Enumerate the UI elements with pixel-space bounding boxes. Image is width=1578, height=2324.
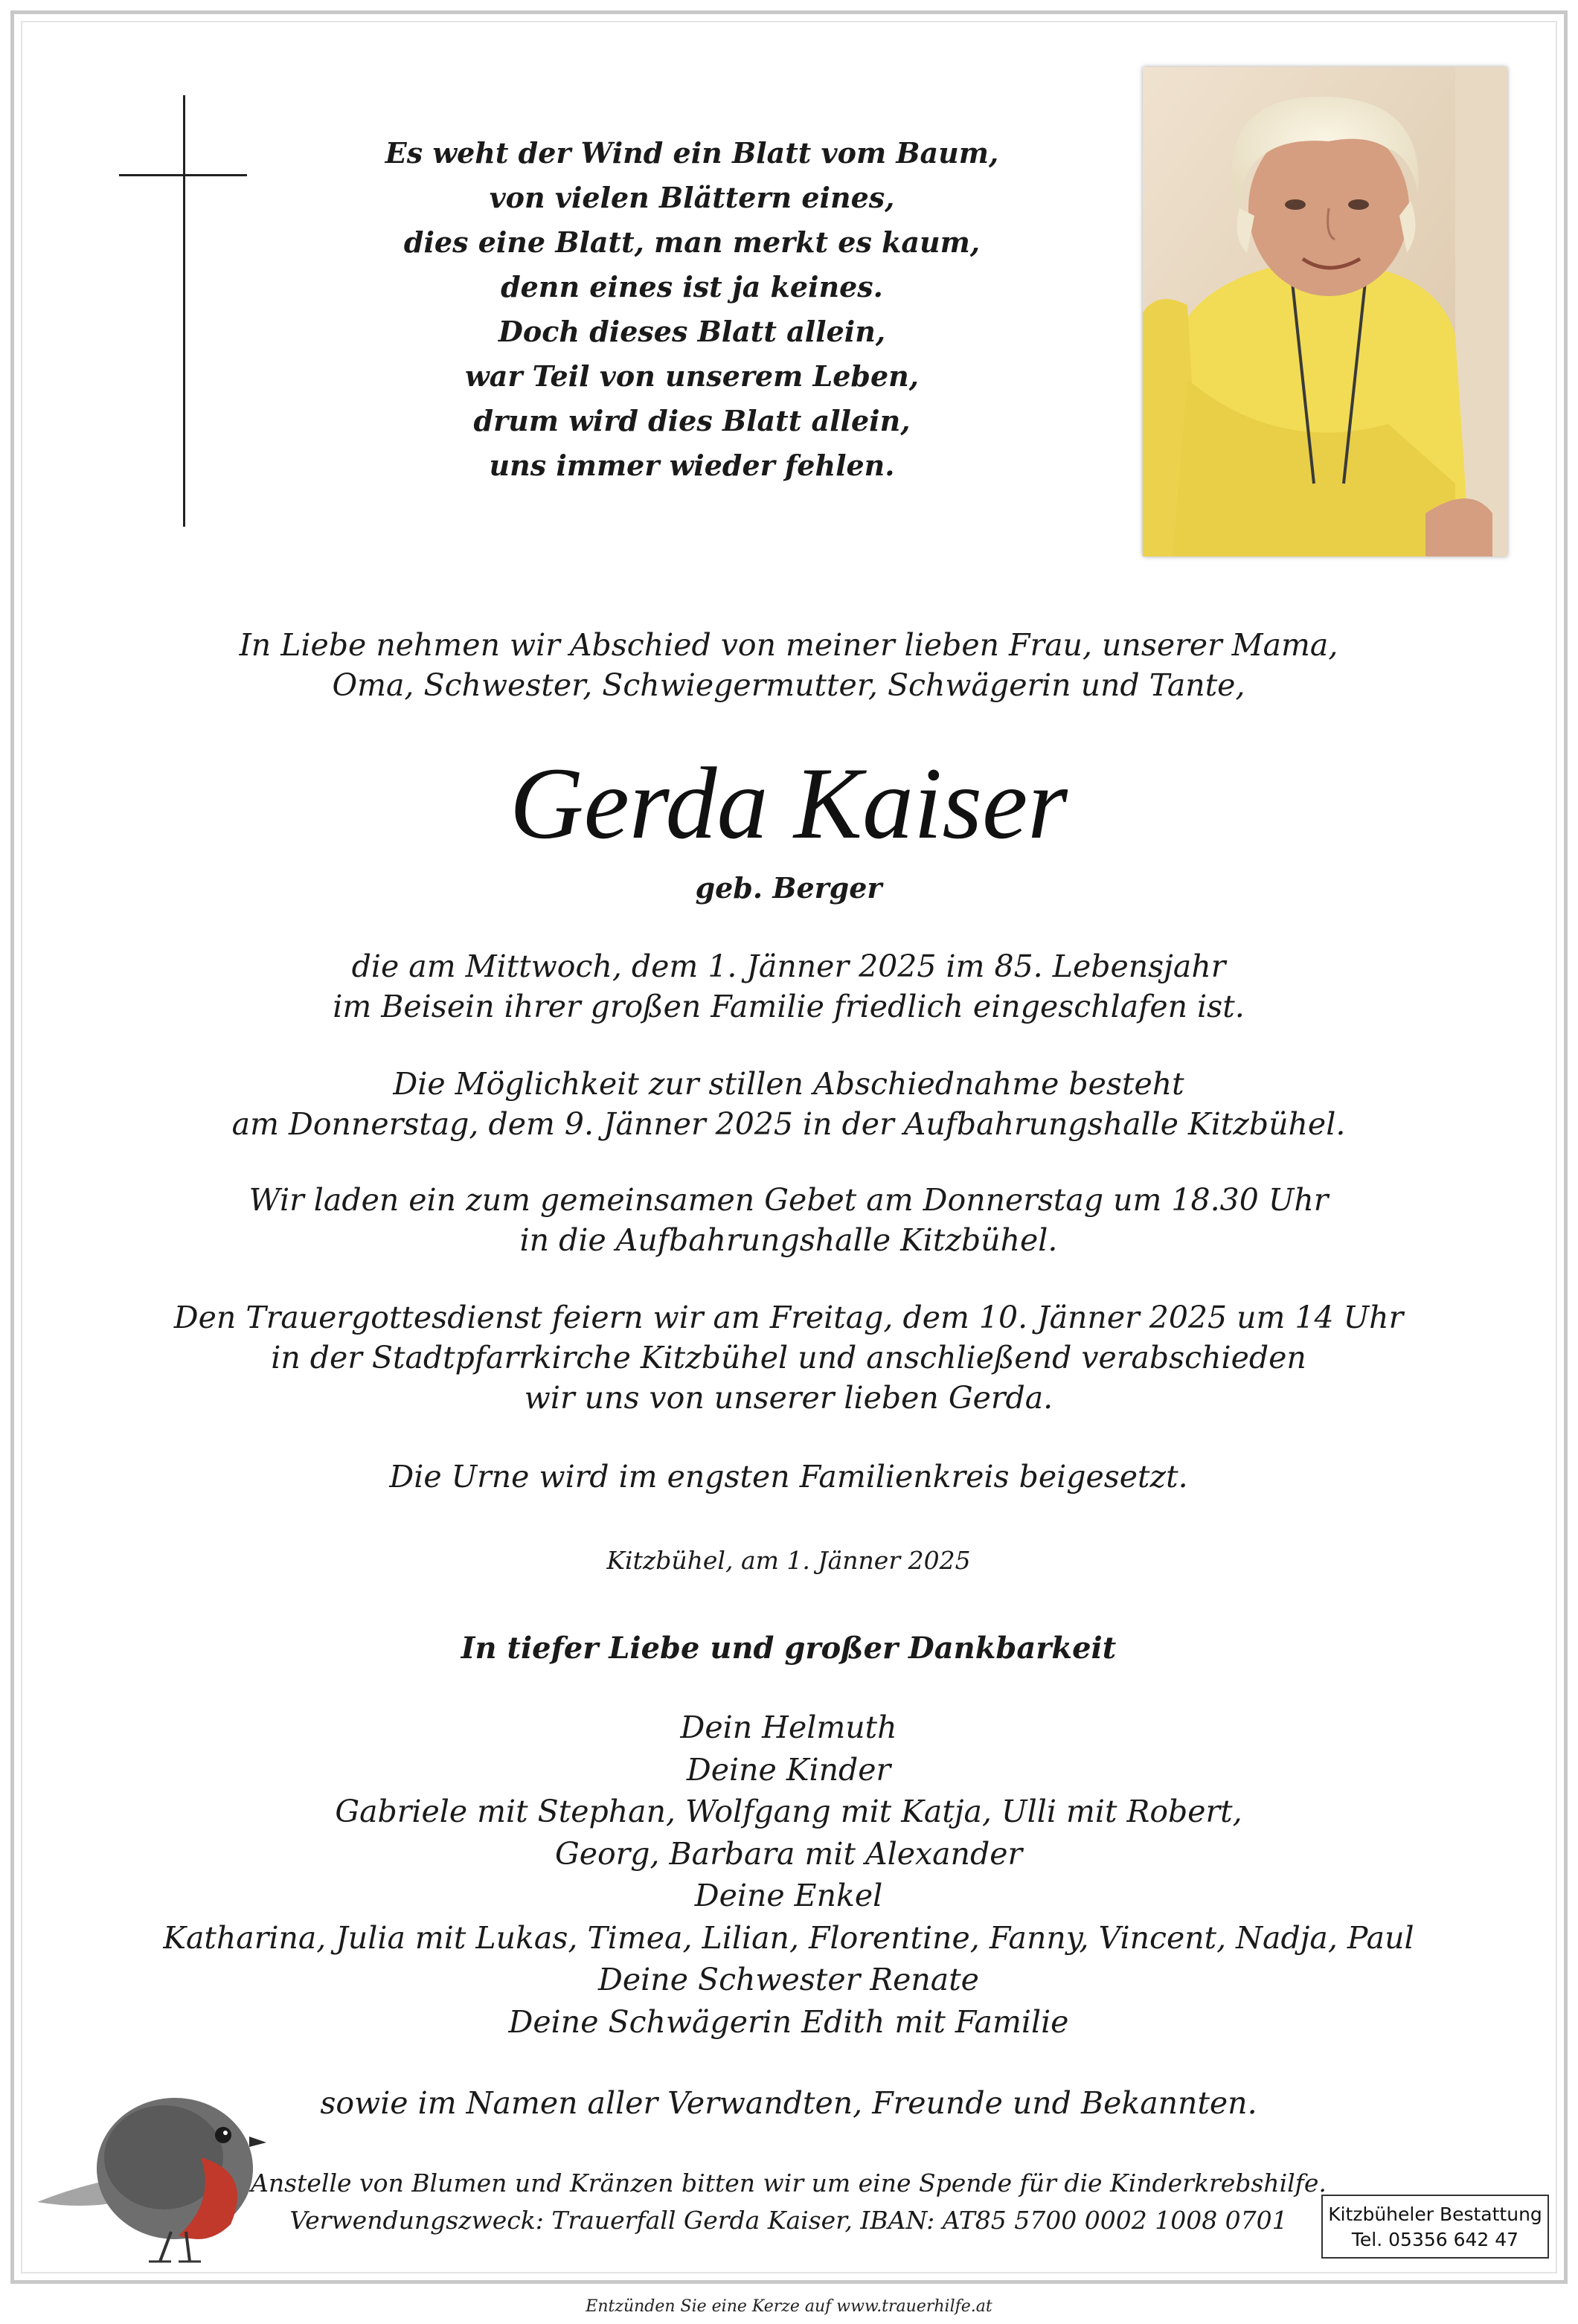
- text-line: die am Mittwoch, dem 1. Jänner 2025 im 85. Lebensjahr: [351, 948, 1226, 984]
- cross-vertical-bar: [183, 95, 185, 527]
- text-line: Wir laden ein zum gemeinsamen Gebet am Donnerstag um 18.30 Uhr: [248, 1182, 1329, 1218]
- poem-line: Es weht der Wind ein Blatt vom Baum,: [385, 136, 999, 170]
- mourner-line: Katharina, Julia mit Lukas, Timea, Lilian, Florentine, Fanny, Vincent, Nadja, Paul: [163, 1919, 1414, 1956]
- death-notice: [149, 946, 1428, 1027]
- prayer-notice: [149, 1180, 1428, 1260]
- note-line: Verwendungszweck: Trauerfall Gerda Kaiser, IBAN: AT85 5700 0002 1008 0701: [289, 2206, 1288, 2235]
- mourner-line: Gabriele mit Stephan, Wolfgang mit Katja, Ulli mit Robert,: [335, 1794, 1242, 1829]
- robin-bird-icon: [30, 2076, 283, 2269]
- text-line: wir uns von unserer lieben Gerda.: [524, 1380, 1053, 1416]
- note-line: Anstelle von Blumen und Kränzen bitten wir um eine Spende für die Kinderkrebshilfe.: [251, 2169, 1327, 2198]
- poem-line: drum wird dies Blatt allein,: [473, 404, 911, 437]
- robin-illustration: [30, 2076, 283, 2269]
- mourner-line: Georg, Barbara mit Alexander: [554, 1835, 1023, 1872]
- undertaker-stamp: [1321, 2195, 1549, 2259]
- poem-line: von vielen Blättern eines,: [489, 181, 895, 214]
- gratitude-heading: In tiefer Liebe und großer Dankbarkeit: [461, 1631, 1117, 1666]
- undertaker-name: Kitzbüheler Bestattung: [1328, 2203, 1542, 2225]
- intro-line: In Liebe nehmen wir Abschied von meiner lieben Frau, unserer Mama,: [239, 627, 1338, 663]
- urn-notice: Die Urne wird im engsten Familienkreis beigesetzt.: [389, 1459, 1188, 1495]
- farewell-intro: [149, 625, 1428, 705]
- text-line: Die Möglichkeit zur stillen Abschiednahme besteht: [393, 1066, 1184, 1102]
- text-line: im Beisein ihrer großen Familie friedlich eingeschlafen ist.: [333, 989, 1245, 1024]
- poem-line: denn eines ist ja keines.: [501, 270, 883, 304]
- portrait-illustration: [1143, 67, 1507, 556]
- poem-line: uns immer wieder fehlen.: [489, 449, 895, 482]
- maiden-name: geb. Berger: [695, 871, 882, 905]
- poem-line: dies eine Blatt, man merkt es kaum,: [403, 225, 981, 259]
- candle-link-footer[interactable]: Entzünden Sie eine Kerze auf www.trauerhilfe.at: [586, 2297, 992, 2316]
- text-line: in die Aufbahrungshalle Kitzbühel.: [519, 1222, 1058, 1258]
- mourner-line: Deine Enkel: [694, 1878, 883, 1913]
- memorial-poem: [298, 131, 1086, 488]
- service-notice: [149, 1297, 1428, 1418]
- poem-line: war Teil von unserem Leben,: [464, 359, 920, 393]
- mourners-list: [149, 1707, 1428, 2043]
- undertaker-phone: Tel. 05356 642 47: [1351, 2229, 1519, 2250]
- mourner-line: Dein Helmuth: [680, 1710, 897, 1745]
- cross-horizontal-bar: [119, 174, 247, 176]
- text-line: am Donnerstag, dem 9. Jänner 2025 in der Aufbahrungshalle Kitzbühel.: [231, 1106, 1346, 1142]
- mourner-line: Deine Schwägerin Edith mit Familie: [508, 2003, 1069, 2040]
- mourner-line: Deine Kinder: [686, 1751, 891, 1788]
- mourner-line: Deine Schwester Renate: [598, 1962, 979, 1997]
- viewing-notice: [149, 1064, 1428, 1144]
- place-and-date: Kitzbühel, am 1. Jänner 2025: [606, 1546, 971, 1575]
- intro-line: Oma, Schwester, Schwiegermutter, Schwägerin und Tante,: [332, 667, 1245, 703]
- text-line: Den Trauergottesdienst feiern wir am Freitag, dem 10. Jänner 2025 um 14 Uhr: [173, 1300, 1404, 1335]
- donation-note: [208, 2165, 1369, 2239]
- relatives-line: sowie im Namen aller Verwandten, Freunde und Bekannten.: [320, 2085, 1257, 2121]
- deceased-name: Gerda Kaiser: [509, 746, 1068, 860]
- poem-line: Doch dieses Blatt allein,: [498, 315, 886, 348]
- portrait-photo: [1143, 67, 1507, 556]
- text-line: in der Stadtpfarrkirche Kitzbühel und anschließend verabschieden: [271, 1340, 1306, 1376]
